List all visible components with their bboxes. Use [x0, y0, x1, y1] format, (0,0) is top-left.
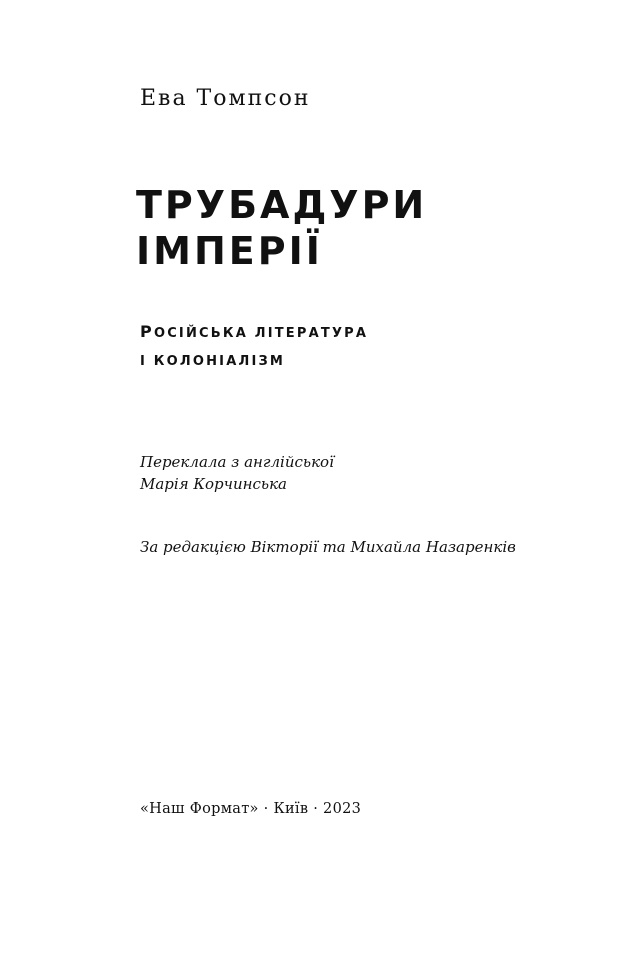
editors-credit: За редакцією Вікторії та Михайла Назаренків — [140, 538, 516, 556]
translator-credit — [140, 451, 334, 495]
book-title-line-2: ІМПЕРІЇ — [136, 229, 323, 273]
subtitle-initial: Р — [140, 322, 154, 341]
translator-credit-line-1: Переклала з англійської — [140, 453, 334, 471]
book-subtitle-line-1 — [140, 318, 368, 348]
book-subtitle — [140, 318, 368, 376]
book-subtitle-line-2: І КОЛОНІАЛІЗМ — [140, 354, 286, 369]
publisher-imprint: «Наш Формат» · Київ · 2023 — [140, 801, 362, 817]
translator-name: Марія Корчинська — [140, 475, 287, 493]
book-title-line-1: ТРУБАДУРИ — [136, 183, 428, 227]
subtitle-line-1-rest: ОСІЙСЬКА ЛІТЕРАТУРА — [153, 326, 369, 341]
book-title — [136, 182, 427, 274]
author-name: Ева Томпсон — [140, 86, 311, 111]
